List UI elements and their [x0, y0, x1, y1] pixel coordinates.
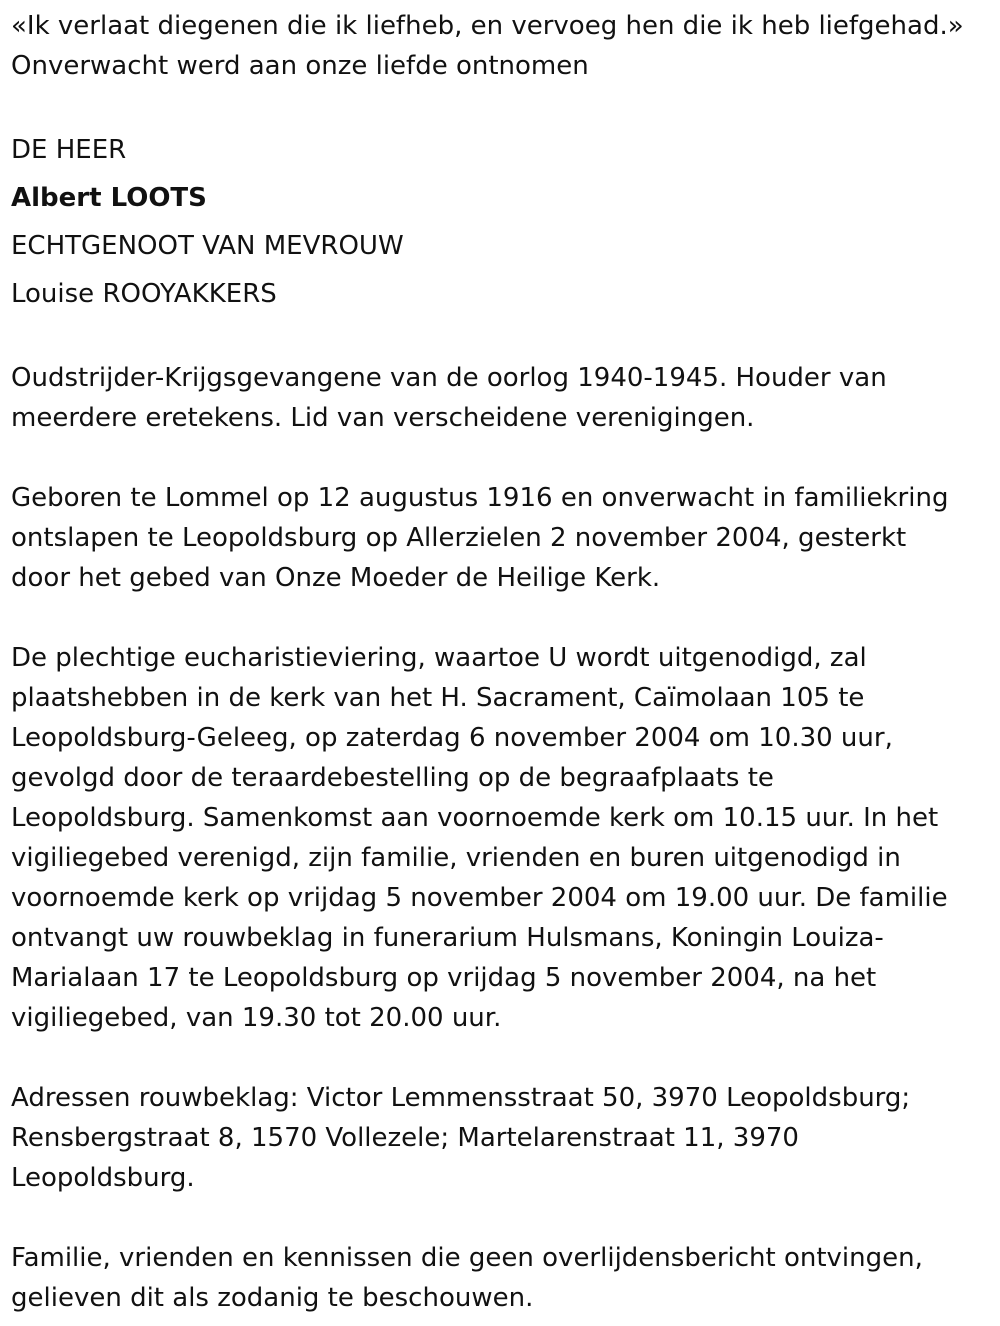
intro-text: Onverwacht werd aan onze liefde ontnomen [11, 51, 589, 81]
spacer [11, 598, 991, 638]
deceased-name: Albert LOOTS [11, 183, 207, 213]
spacer [11, 1038, 991, 1078]
spacer [11, 1198, 991, 1238]
deceased-block [11, 126, 991, 318]
spacer [11, 438, 991, 478]
obituary-notice [11, 6, 991, 1318]
career-paragraph: Oudstrijder-Krijgsgevangene van de oorlog 1940-1945. Houder van meerdere eretekens. Lid van verscheidene verenigingen. [11, 363, 887, 433]
spacer [11, 318, 991, 358]
spouse-name: Louise ROOYAKKERS [11, 279, 277, 309]
closing-paragraph: Familie, vrienden en kennissen die geen overlijdensbericht ontvingen, gelieven dit als zodanig te beschouwen. [11, 1243, 923, 1313]
addresses-paragraph: Adressen rouwbeklag: Victor Lemmensstraat 50, 3970 Leopoldsburg; Rensbergstraat 8, 1570 Vollezele; Martelarenstraat 11, 3970 Leopoldsburg. [11, 1083, 911, 1193]
spacer [11, 86, 991, 126]
quote-text: «Ik verlaat diegenen die ik liefheb, en vervoeg hen die ik heb liefgehad.» [11, 11, 964, 41]
ceremony-paragraph: De plechtige eucharistieviering, waartoe U wordt uitgenodigd, zal plaatshebben in de kerk van het H. Sacrament, Caïmolaan 105 te Leopoldsburg-Geleeg, op zaterdag 6 november 2004 om 10.30 uur, gevolgd door de teraardebestelling op de begraafplaats te Leopoldsburg. Samenkomst aan voornoemde kerk om 10.15 uur. In het vigiliegebed verenigd, zijn familie, vrienden en buren uitgenodigd in voornoemde kerk op vrijdag 5 november 2004 om 19.00 uur. De familie ontvangt uw rouwbeklag in funerarium Hulsmans, Koningin Louiza- Marialaan 17 te Leopoldsburg op vrijdag 5 november 2004, na het vigiliegebed, van 19.30 tot 20.00 uur. [11, 643, 948, 1033]
relation-text: ECHTGENOOT VAN MEVROUW [11, 231, 404, 261]
birth-death-paragraph: Geboren te Lommel op 12 augustus 1916 en onverwacht in familiekring ontslapen te Leopoldsburg op Allerzielen 2 november 2004, gesterkt door het gebed van Onze Moeder de Heilige Kerk. [11, 483, 949, 593]
honorific-title: DE HEER [11, 135, 127, 165]
